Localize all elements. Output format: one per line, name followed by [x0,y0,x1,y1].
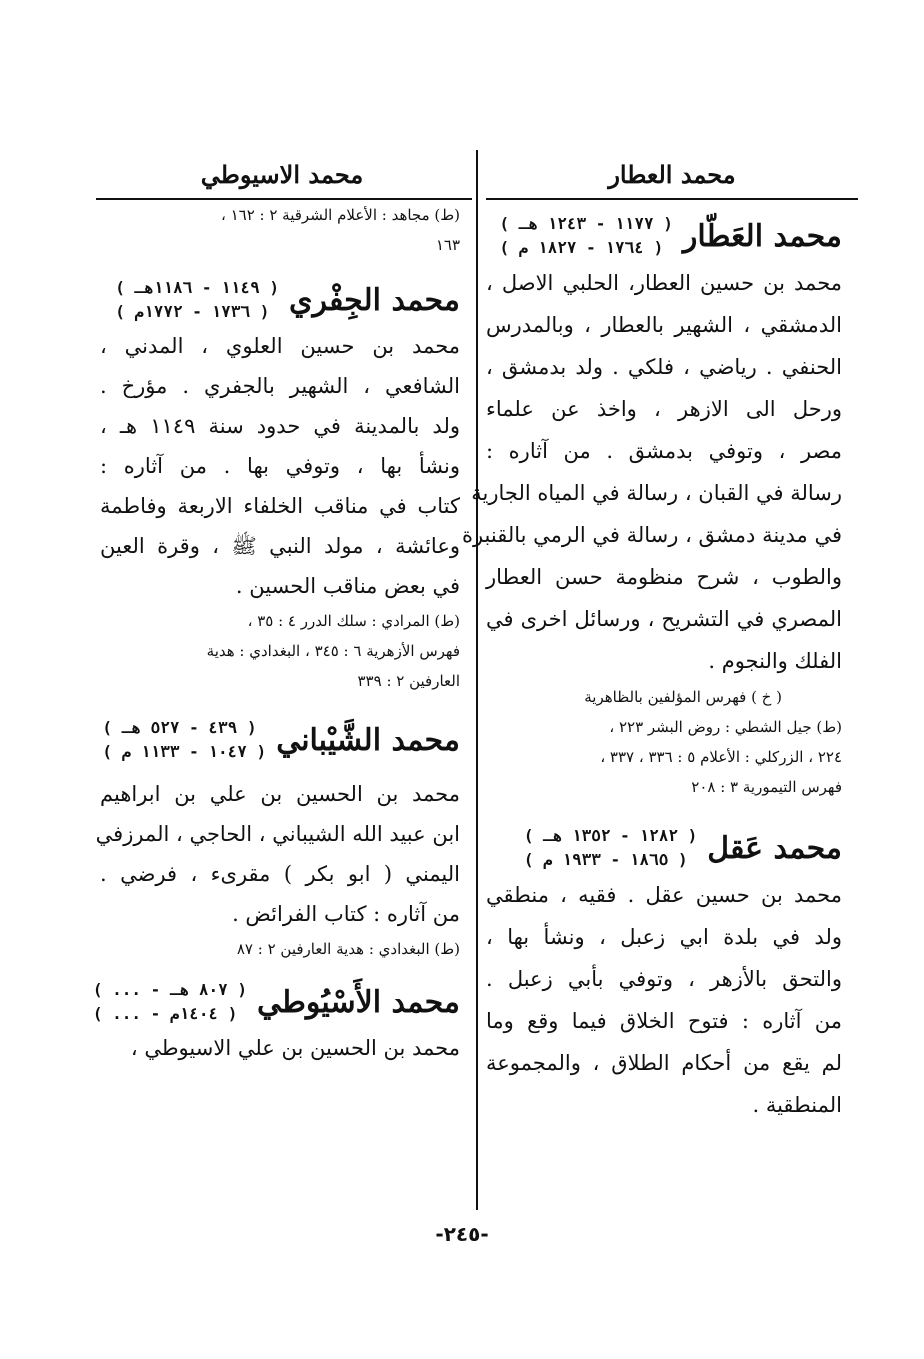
entry-name: محمد العَطّار [682,218,842,254]
dates-hijri: ( ... - ٨٠٧ هـ ) [92,980,248,999]
right-column [461,206,842,1126]
page-number: -٢٤٥- [435,1222,489,1246]
body-line: من آثاره : كتاب الفرائض . [232,902,460,926]
column-divider [476,150,478,1210]
dates-hijri: ( ١٢٨٢ - ١٣٥٢ هـ ) [523,826,698,845]
dates-gregorian: ( ١٧٣٦ - ١٧٧٢م ) [115,302,270,321]
entry-dates [524,824,697,872]
dates-gregorian: ( ١٠٤٧ - ١١٣٣ م ) [102,742,267,761]
entry-name: محمد عَقل [707,830,842,866]
dates-gregorian: ( ... - ١٤٠٤م ) [92,1004,238,1023]
ref-line: (ط) البغدادي : هدية العارفين ٢ : ٨٧ [236,940,460,958]
body-line: الدمشقي ، الشهير بالعطار ، وبالمدرس [486,313,842,337]
body-line: في مدينة دمشق ، رسالة في الرمي بالقنبرة [461,523,842,547]
body-line: محمد بن الحسين بن علي بن ابراهيم [100,782,460,806]
body-line: ابن عبيد الله الشيباني ، الحاجي ، المرزفي [95,822,460,846]
body-line: اليمني ( ابو بكر ) مقرىء ، فرضي . [100,862,460,886]
body-line: ورحل الى الازهر ، واخذ عن علماء [486,397,842,421]
body-line: رسالة في القبان ، رسالة في المياه الجارية [471,481,842,505]
entry-name: محمد الأَسْيُوطي [257,984,460,1020]
body-line: والتحق بالأزهر ، وتوفي بأبي زعبل . [486,967,842,991]
entry-heading-aql [486,824,842,872]
ref-line: (ط) مجاهد : الأعلام الشرقية ٢ : ١٦٢ ، [220,206,460,224]
entry-dates [499,212,672,260]
body-line: مصر ، وتوفي بدمشق . من آثاره : [486,439,842,463]
dates-gregorian: ( ١٨٦٥ - ١٩٣٣ م ) [523,850,688,869]
ref-line: فهرس التيمورية ٣ : ٢٠٨ [691,778,842,796]
entry-name: محمد الجِفْري [288,282,460,318]
ref-line: ٢٢٤ ، الزركلي : الأعلام ٥ : ٣٣٦ ، ٣٣٧ ، [600,748,842,766]
body-line: محمد بن الحسين بن علي الاسيوطي ، [130,1036,460,1060]
body-line: محمد بن حسين العلوي ، المدني ، [100,334,460,358]
dates-gregorian: ( ١٧٦٤ - ١٨٢٧ م ) [499,238,664,257]
header-rule-right [486,198,858,200]
ref-line: ١٦٣ [435,236,460,254]
body-line: ولد بالمدينة في حدود سنة ١١٤٩ هـ ، [100,414,460,438]
body-line: في بعض مناقب الحسين . [235,574,460,598]
dates-hijri: ( ١١٤٩ - ١١٨٦هـ ) [115,278,279,297]
dates-hijri: ( ١١٧٧ - ١٢٤٣ هـ ) [499,214,673,233]
left-column [92,200,460,1068]
ref-line: ( خ ) فهرس المؤلفين بالظاهرية [584,688,782,706]
body-line: المصري في التشريح ، ورسائل اخرى في [486,607,842,631]
entry-dates [102,716,266,764]
body-line: كتاب في مناقب الخلفاء الاربعة وفاطمة [100,494,460,518]
body-line: ونشأ بها ، وتوفي بها . من آثاره : [100,454,460,478]
ref-line: (ط) المرادي : سلك الدرر ٤ : ٣٥ ، [247,612,460,630]
entry-heading-attar [486,212,842,260]
entry-heading-jifri [100,276,460,324]
dates-hijri: ( ٤٣٩ - ٥٢٧ هـ ) [102,718,257,737]
body-line: من آثاره : فتوح الخلاق فيما وقع وما [486,1009,842,1033]
body-line: محمد بن حسين العطار، الحلبي الاصل ، [486,271,842,295]
ref-line: فهرس الأزهرية ٦ : ٣٤٥ ، البغدادي : هدية [206,642,460,660]
ref-line: (ط) جيل الشطي : روض البشر ٢٢٣ ، [609,718,842,736]
header-left: محمد الاسيوطي [200,160,364,189]
entry-dates [115,276,279,324]
body-line: الفلك والنجوم . [708,649,842,673]
entry-dates [93,978,247,1026]
body-line: وعائشة ، مولد النبي ﷺ ، وقرة العين [100,534,460,558]
entry-heading-asyuti [92,978,460,1026]
body-line: والطوب ، شرح منظومة حسن العطار [486,565,842,589]
entry-heading-shaybani [100,716,460,764]
body-line: الحنفي . رياضي ، فلكي . ولد بدمشق ، [486,355,842,379]
entry-name: محمد الشَّيْباني [276,722,460,758]
body-line: محمد بن حسين عقل . فقيه ، منطقي [486,883,842,907]
body-line: الشافعي ، الشهير بالجفري . مؤرخ . [100,374,460,398]
body-line: لم يقع من أحكام الطلاق ، والمجموعة [486,1051,842,1075]
header-right: محمد العطار [608,160,736,189]
body-line: ولد في بلدة ابي زعبل ، ونشأ بها ، [486,925,842,949]
body-line: المنطقية . [752,1093,842,1117]
ref-line: العارفين ٢ : ٣٣٩ [357,672,460,690]
